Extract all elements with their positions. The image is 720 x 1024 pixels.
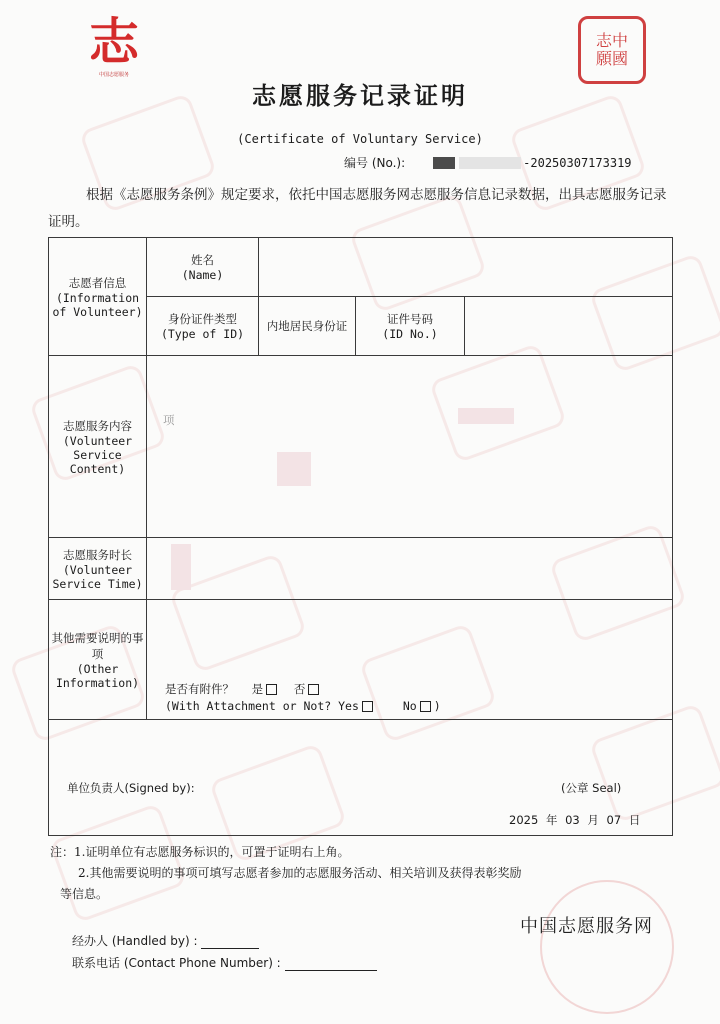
page-title: 志愿服务记录证明 [252, 81, 468, 110]
redacted-block [277, 452, 311, 486]
note-1: 注：1.证明单位有志愿服务标识的，可置于证明右上角。 [50, 845, 350, 859]
id-type-value: 内地居民身份证 [259, 297, 356, 356]
logo-mark: 志 [89, 12, 139, 71]
volunteer-info-label: 志愿者信息 (Information of Volunteer) [49, 238, 147, 356]
note-2: 2.其他需要说明的事项可填写志愿者参加的志愿服务活动、相关培训及获得表彰奖励 [78, 866, 522, 880]
certificate-number [344, 154, 632, 171]
signed-by-label: 单位负责人(Signed by): [67, 781, 195, 795]
service-content-value: 项 [147, 356, 673, 538]
id-no-label: 证件号码 (ID No.) [356, 297, 465, 356]
seal-label: (公章 Seal) [561, 781, 622, 795]
page-subtitle: (Certificate of Voluntary Service) [237, 132, 483, 146]
handled-by-field[interactable] [201, 934, 259, 949]
service-time-label: 志愿服务时长 (Volunteer Service Time) [49, 538, 147, 600]
redacted-block [433, 157, 455, 169]
service-time-value [147, 538, 673, 600]
handled-by-row: 经办人 (Handled by) : [72, 932, 259, 949]
redacted-block [171, 544, 191, 590]
attachment-yes-checkbox-cn[interactable] [266, 684, 277, 695]
attachment-yes-checkbox-en[interactable] [362, 701, 373, 712]
organization-stamp [540, 880, 674, 1014]
redacted-block [459, 157, 521, 169]
attachment-no-checkbox-cn[interactable] [308, 684, 319, 695]
organization-name: 中国志愿服务网 [520, 916, 653, 937]
id-type-label: 身份证件类型 (Type of ID) [147, 297, 259, 356]
phone-field[interactable] [285, 956, 377, 971]
logo-caption: 中国志愿服务 [98, 72, 129, 78]
seal-line-2: 願國 [595, 49, 628, 68]
corner-seal [578, 16, 646, 84]
signature-section [49, 720, 673, 836]
note-2-cont: 等信息。 [60, 887, 109, 901]
redacted-block [458, 408, 514, 424]
other-info-label: 其他需要说明的事项 (Other Information) [49, 600, 147, 720]
attachment-no-checkbox-en[interactable] [420, 701, 431, 712]
number-label: 编号 (No.): [344, 156, 406, 170]
number-suffix: -20250307173319 [523, 155, 632, 170]
id-no-value [465, 297, 673, 356]
other-info-value: 是否有附件？ 是 否 (With Attachment or Not? Yes No ) [147, 600, 673, 720]
certificate-table [48, 237, 673, 836]
phone-row: 联系电话 (Contact Phone Number) : [72, 954, 377, 971]
service-content-label: 志愿服务内容 (Volunteer Service Content) [49, 356, 147, 538]
name-value [259, 238, 673, 297]
issue-date: 2025 年 03 月 07 日 [509, 813, 641, 827]
seal-line-1: 志中 [595, 31, 628, 50]
intro-paragraph: 根据《志愿服务条例》规定要求，依托中国志愿服务网志愿服务信息记录数据，出具志愿服务记录证明。 [48, 187, 667, 230]
name-label: 姓名 (Name) [147, 238, 259, 297]
